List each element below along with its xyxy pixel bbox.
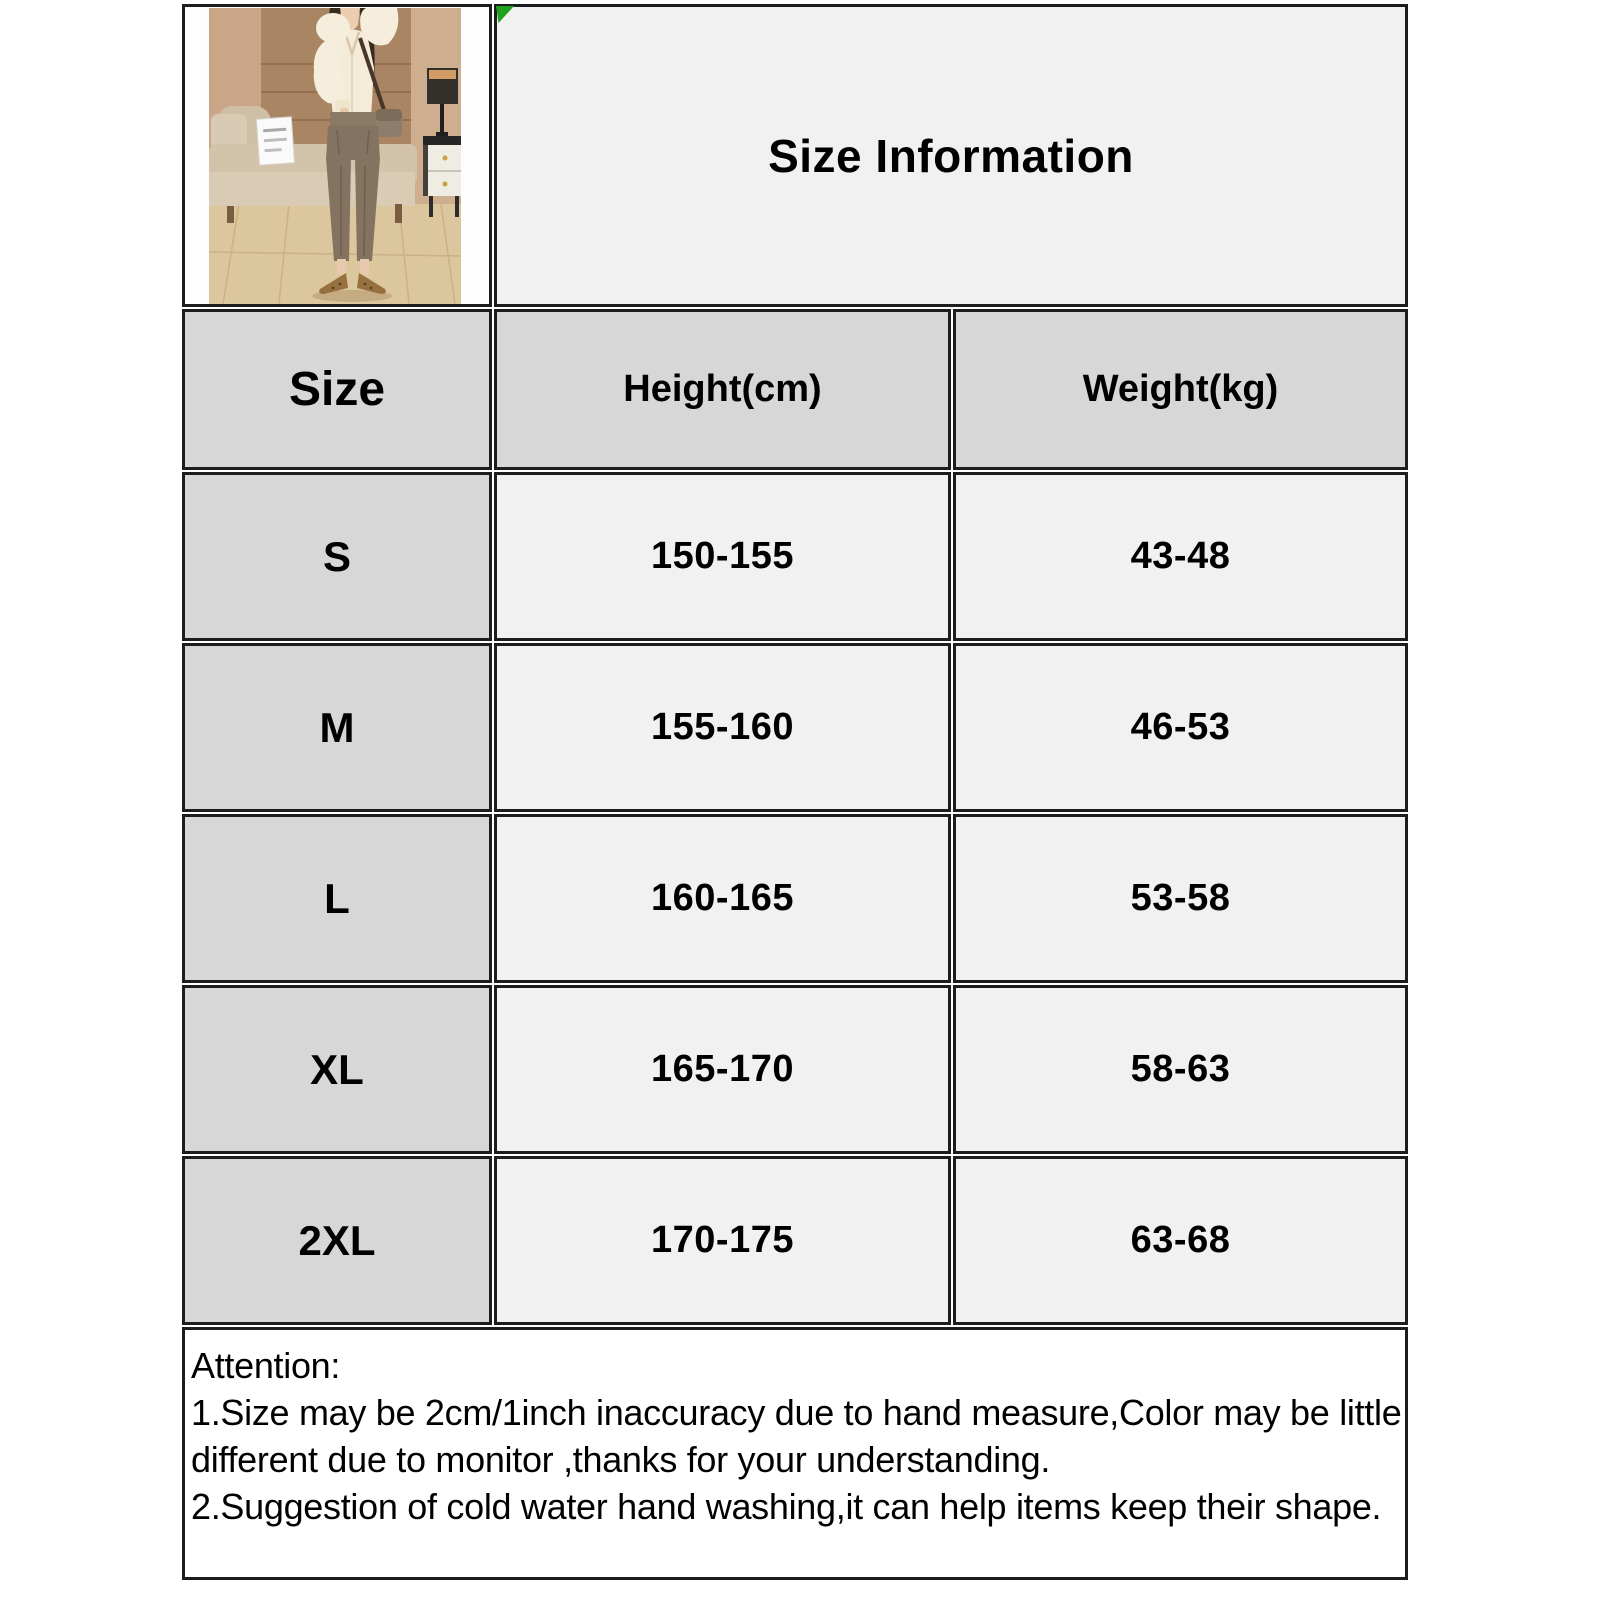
height-value-s: 150-155 [494, 472, 951, 641]
size-label-xl: XL [182, 985, 492, 1154]
attention-line-3: 2.Suggestion of cold water hand washing,it can help items keep their shape. [191, 1486, 1382, 1527]
height-value-m: 155-160 [494, 643, 951, 812]
weight-value-l: 53-58 [953, 814, 1408, 983]
size-label-2xl: 2XL [182, 1156, 492, 1325]
weight-value-m: 46-53 [953, 643, 1408, 812]
size-label-s: S [182, 472, 492, 641]
attention-line-2: different due to monitor ,thanks for your understanding. [191, 1439, 1051, 1480]
size-information-title: Size Information [768, 129, 1134, 182]
size-information-title-cell [494, 4, 1408, 307]
column-header-weight: Weight(kg) [953, 309, 1408, 470]
attention-heading: Attention: [191, 1345, 341, 1386]
weight-value-2xl: 63-68 [953, 1156, 1408, 1325]
size-chart-table [182, 4, 1408, 1580]
sign-board [256, 117, 294, 165]
height-value-l: 160-165 [494, 814, 951, 983]
product-photo [209, 8, 461, 304]
green-corner-flag-icon [496, 6, 514, 23]
size-label-l: L [182, 814, 492, 983]
height-value-xl: 165-170 [494, 985, 951, 1154]
column-header-size: Size [182, 309, 492, 470]
weight-value-s: 43-48 [953, 472, 1408, 641]
product-photo-cell [182, 4, 492, 307]
column-header-height: Height(cm) [494, 309, 951, 470]
attention-notes [182, 1327, 1408, 1580]
size-label-m: M [182, 643, 492, 812]
attention-line-1: 1.Size may be 2cm/1inch inaccuracy due to hand measure,Color may be little [191, 1392, 1402, 1433]
weight-value-xl: 58-63 [953, 985, 1408, 1154]
height-value-2xl: 170-175 [494, 1156, 951, 1325]
